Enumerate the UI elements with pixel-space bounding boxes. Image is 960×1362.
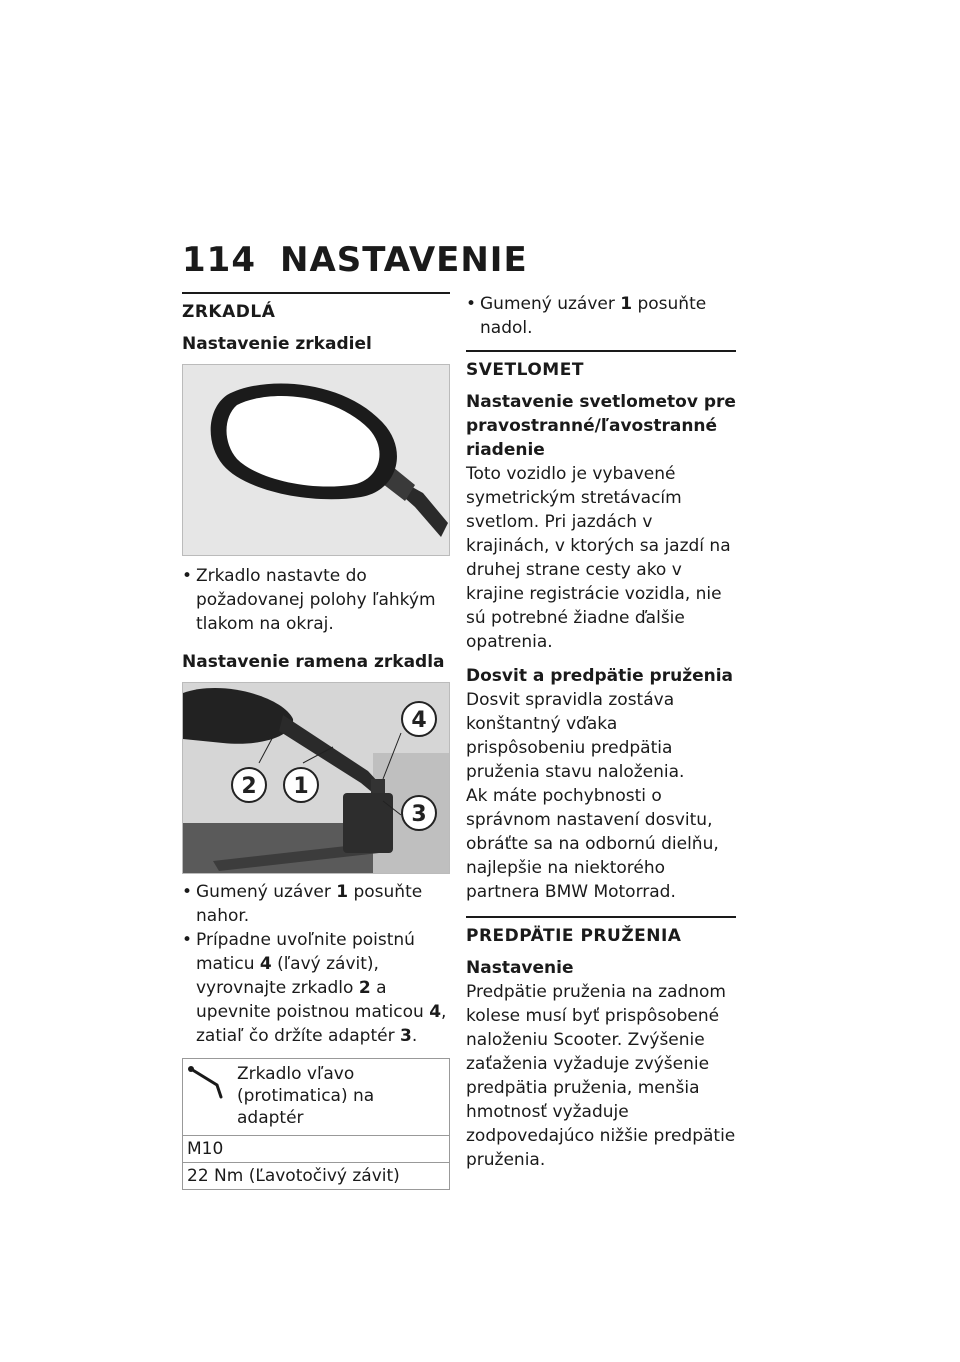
subheading-mirror-adjust: Nastavenie zrkadiel <box>182 334 372 354</box>
callout-3 <box>402 796 436 830</box>
callout-4 <box>402 702 436 736</box>
svg-text:3: 3 <box>411 802 427 827</box>
section-title-preload: PREDPÄTIE PRUŽENIA <box>466 926 682 946</box>
list-item: • Prípadne uvoľnite poistnú maticu 4 (ľavý závit), vyrovnajte zrkadlo 2 a upevnite poistnou maticou 4, zatiaľ čo držíte adaptér 3. <box>182 928 450 1048</box>
callout-1 <box>284 768 318 802</box>
list-item: • Gumený uzáver 1 posuňte nadol. <box>466 292 736 340</box>
subheading-mirror-arm: Nastavenie ramena zrkadla <box>182 652 445 672</box>
mirror-arm-figure <box>182 682 450 874</box>
chapter-title: NASTAVENIE <box>280 240 528 280</box>
mirror-figure <box>182 364 450 556</box>
page-number: 114 <box>182 240 256 280</box>
section-title-headlight: SVETLOMET <box>466 360 584 380</box>
mirror-illustration <box>183 365 449 555</box>
svg-text:1: 1 <box>293 774 309 799</box>
page-header <box>182 240 528 280</box>
spec-description: Zrkadlo vľavo (protimatica) na adaptér <box>237 1064 375 1128</box>
section-rule <box>466 350 736 352</box>
list-item: • Gumený uzáver 1 posuňte nahor. <box>182 880 450 928</box>
left-column <box>182 292 450 1190</box>
callout-2 <box>232 768 266 802</box>
spec-size: M10 <box>183 1135 449 1162</box>
paragraph: Dosvit spravidla zostáva konštantný vďaka prispôsobeniu predpätia pruženia stavu naloženia. <box>466 690 685 782</box>
paragraph: Predpätie pruženia na zadnom kolese musí byť prispôsobené naloženiu Scooter. Zvýšenie zaťaženia vyžaduje zvýšenie predpätia pruženia, menšia hmotnosť vyžaduje zodpovedajúco nižšie predpätie pruženia. <box>466 982 736 1170</box>
mirror-arm-illustration <box>183 683 449 873</box>
subheading-headlight-adjust: Nastavenie svetlometov pre pravostranné/ľavostranné riadenie <box>466 392 736 460</box>
spec-torque: 22 Nm (Ľavotočivý závit) <box>183 1162 449 1189</box>
subheading-range: Dosvit a predpätie pruženia <box>466 666 734 686</box>
section-rule <box>182 292 450 294</box>
list-item: • Zrkadlo nastavte do požadovanej polohy ľahkým tlakom na okraj. <box>182 564 450 636</box>
torque-wrench-icon <box>187 1063 237 1129</box>
torque-spec-table <box>182 1058 450 1190</box>
spec-header <box>183 1059 449 1135</box>
svg-text:2: 2 <box>241 774 257 799</box>
subheading-preload-adjust: Nastavenie <box>466 958 574 978</box>
section-title-mirrors: ZRKADLÁ <box>182 302 276 322</box>
section-rule <box>466 916 736 918</box>
paragraph: Ak máte pochybnosti o správnom nastavení dosvitu, obráťte sa na odbornú dielňu, najlepšie na niektorého partnera BMW Motorrad. <box>466 786 719 902</box>
paragraph: Toto vozidlo je vybavené symetrickým stretávacím svetlom. Pri jazdách v krajinách, v ktorých sa jazdí na druhej strane cesty ako v krajine registrácie vozidla, nie sú potrebné žiadne ďalšie opatrenia. <box>466 464 731 652</box>
svg-text:4: 4 <box>411 708 427 733</box>
right-column <box>466 292 736 1172</box>
